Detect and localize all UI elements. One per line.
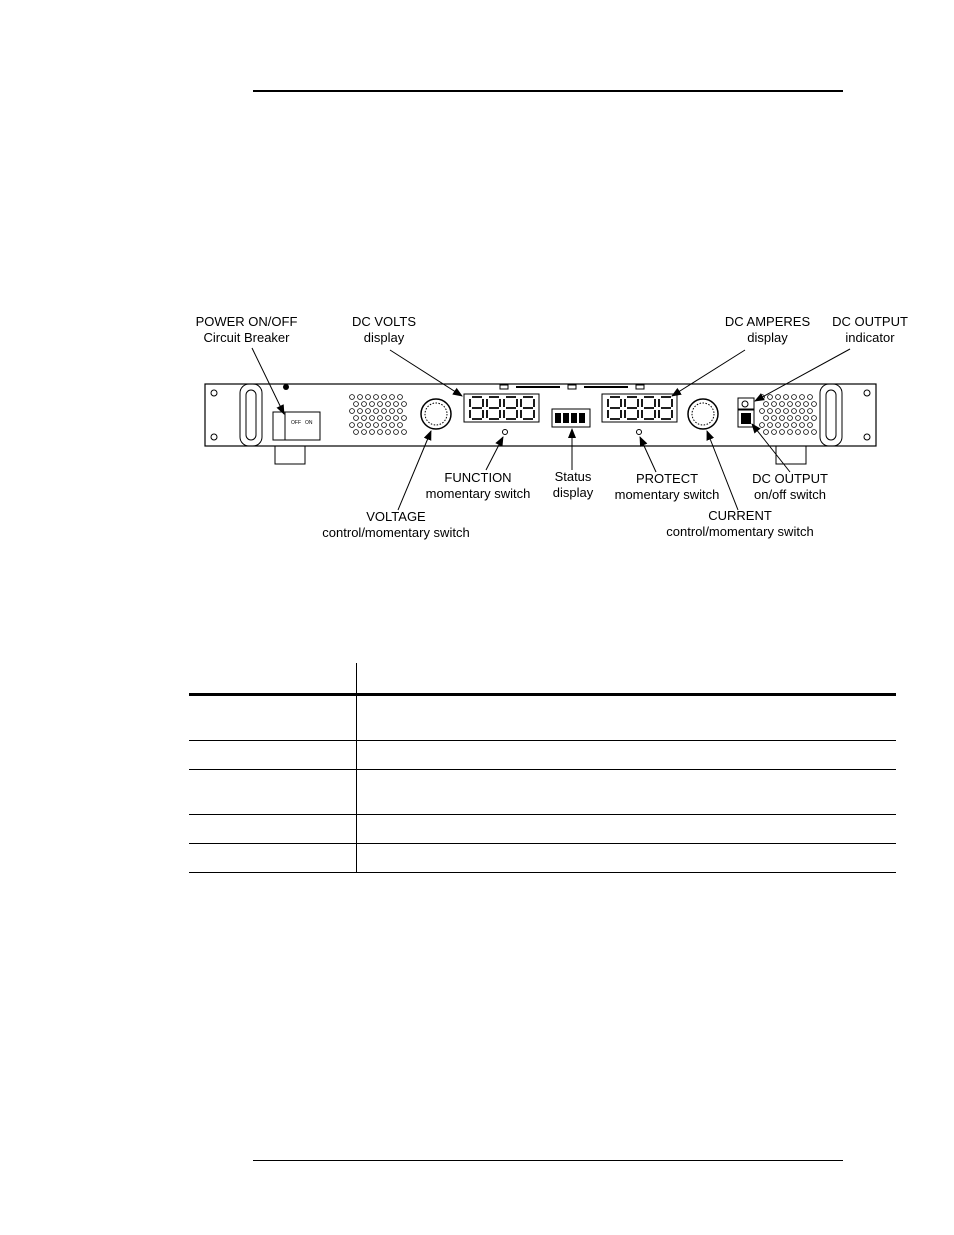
table-cell <box>357 695 897 741</box>
foot-left <box>275 446 305 464</box>
breaker-on-text: ON <box>305 420 313 426</box>
label-dc-volts: DC VOLTS display <box>351 314 417 345</box>
table-row <box>189 695 896 741</box>
label-power-breaker: POWER ON/OFF Circuit Breaker <box>195 314 298 345</box>
table-cell <box>189 770 357 815</box>
label-function-switch: FUNCTION momentary switch <box>425 470 531 501</box>
table-cell <box>189 815 357 844</box>
table-row <box>189 770 896 815</box>
label-dc-amperes: DC AMPERES display <box>724 314 811 345</box>
breaker-off-text: OFF <box>291 420 301 426</box>
table-cell <box>357 770 897 815</box>
table-cell <box>357 663 897 695</box>
label-current-control: CURRENT control/momentary switch <box>666 508 814 539</box>
table-cell <box>189 741 357 770</box>
protect-switch <box>637 430 642 435</box>
label-dc-output-switch: DC OUTPUT on/off switch <box>752 471 828 502</box>
label-dc-output-indicator: DC OUTPUT indicator <box>832 314 908 345</box>
table-cell <box>189 695 357 741</box>
table-row <box>189 815 896 844</box>
table-cell <box>357 815 897 844</box>
screw-icon <box>283 384 289 390</box>
control-table <box>189 663 896 873</box>
label-protect-switch: PROTECT momentary switch <box>614 471 720 502</box>
table-cell <box>357 844 897 873</box>
table-row <box>189 663 896 695</box>
table-row <box>189 844 896 873</box>
function-switch <box>503 430 508 435</box>
table-cell <box>189 844 357 873</box>
label-voltage-control: VOLTAGE control/momentary switch <box>322 509 470 540</box>
table-cell <box>189 663 357 695</box>
power-breaker <box>273 412 320 440</box>
table-row <box>189 741 896 770</box>
table-cell <box>357 741 897 770</box>
footer-rule <box>253 1160 843 1161</box>
label-status-display: Status display <box>552 469 594 500</box>
foot-right <box>776 446 806 464</box>
